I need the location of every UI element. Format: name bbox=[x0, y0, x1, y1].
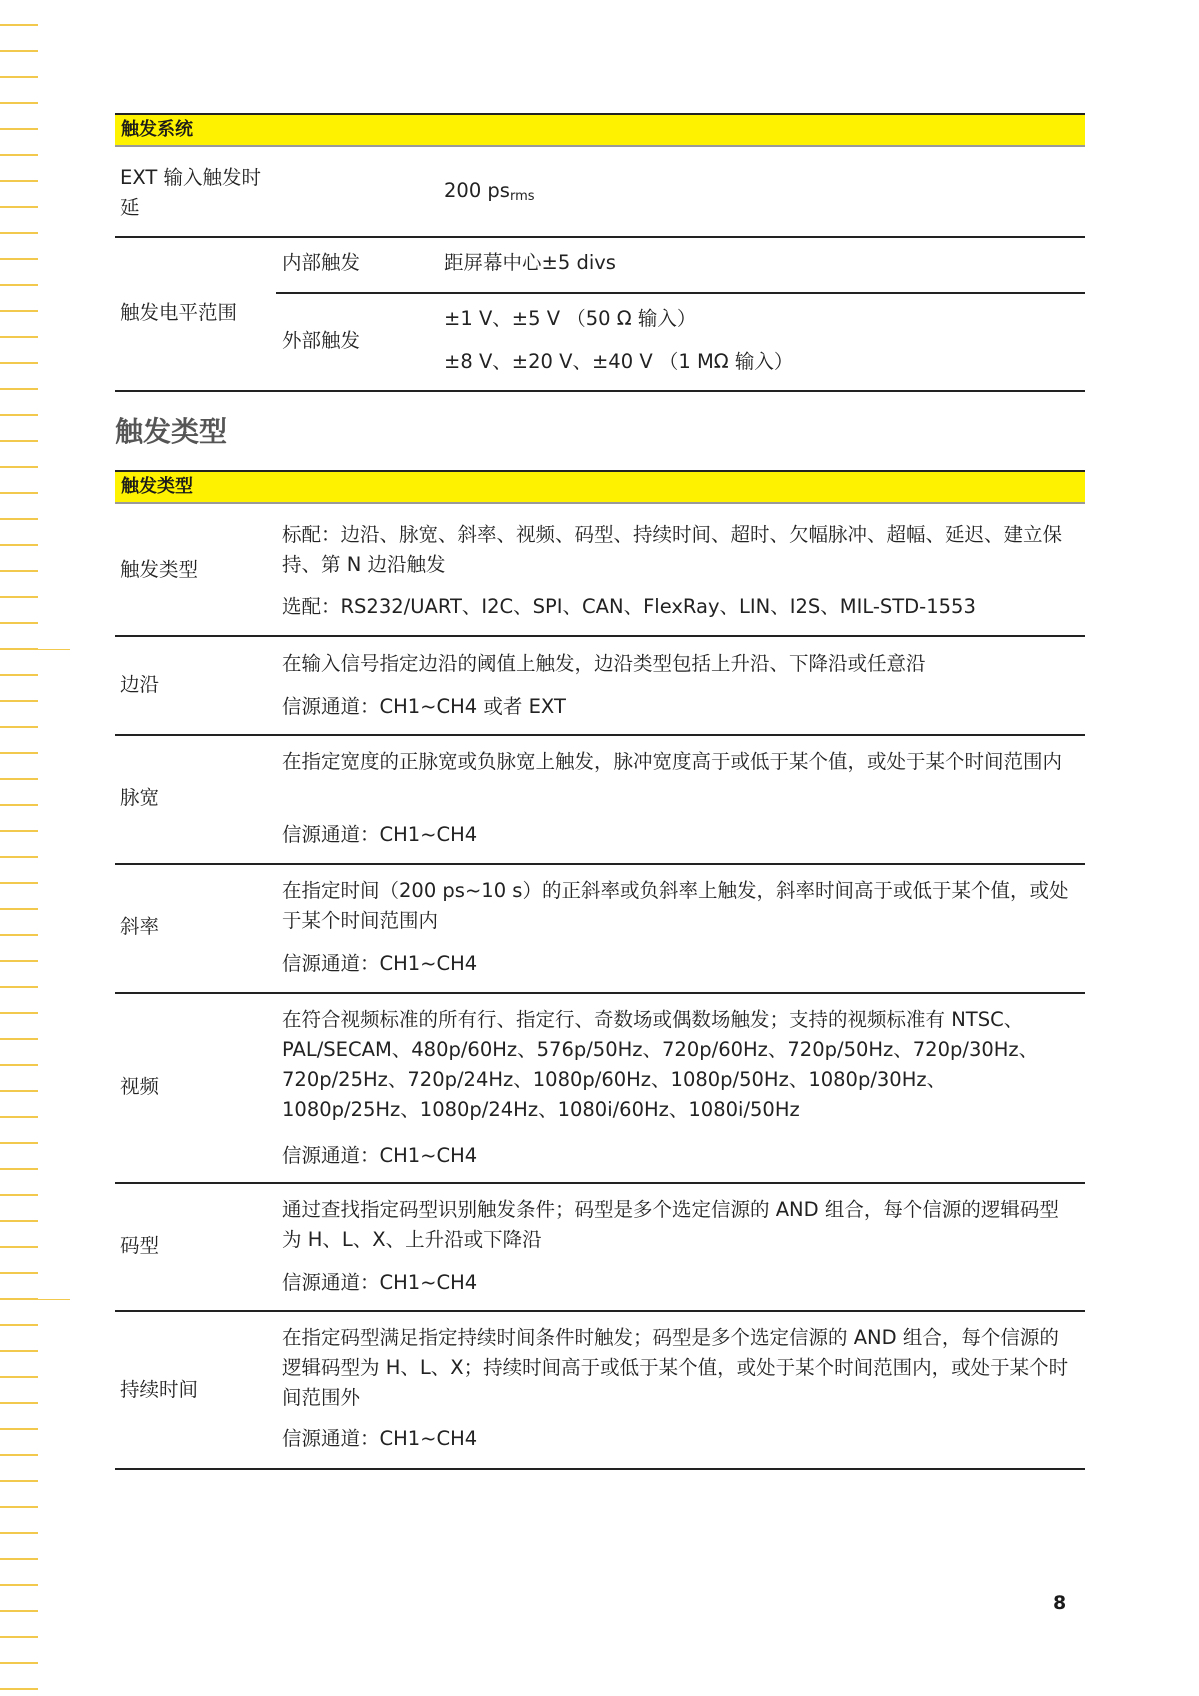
trigger-type-label: 持续时间 bbox=[120, 1378, 199, 1401]
section-end-rule bbox=[115, 390, 1085, 392]
internal-trigger-label: 内部触发 bbox=[282, 251, 361, 274]
row-divider bbox=[115, 1310, 1085, 1312]
row-divider bbox=[115, 992, 1085, 994]
margin-decoration bbox=[0, 0, 70, 1696]
signal-source-text: 信源通道：CH1~CH4 bbox=[282, 1271, 478, 1294]
trigger-description: 标配：边沿、脉宽、斜率、视频、码型、持续时间、超时、欠幅脉冲、超幅、延迟、建立保持、第 N 边沿触发 bbox=[282, 523, 1063, 576]
trigger-type-label: 斜率 bbox=[120, 915, 160, 938]
trigger-description: 选配：RS232/UART、I2C、SPI、CAN、FlexRay、LIN、I2S、MIL-STD-1553 bbox=[282, 595, 976, 618]
trigger-type-label: 码型 bbox=[120, 1234, 160, 1257]
section-title-trigger-types: 触发类型 bbox=[115, 470, 1085, 504]
ext-delay-label: EXT 输入触发时延 bbox=[120, 166, 261, 219]
row-divider bbox=[115, 1468, 1085, 1470]
row-divider bbox=[115, 734, 1085, 736]
external-trigger-value-2: ±8 V、±20 V、±40 V （1 MΩ 输入） bbox=[444, 350, 794, 373]
section-title-trigger-system: 触发系统 bbox=[115, 113, 1085, 147]
page-number: 8 bbox=[1053, 1592, 1067, 1614]
trigger-type-label: 边沿 bbox=[120, 673, 160, 696]
signal-source-text: 信源通道：CH1~CH4 bbox=[282, 952, 478, 975]
trigger-type-label: 触发类型 bbox=[120, 558, 199, 581]
row-divider bbox=[115, 635, 1085, 637]
trigger-description: 通过查找指定码型识别触发条件；码型是多个选定信源的 AND 组合，每个信源的逻辑码型为 H、L、X、上升沿或下降沿 bbox=[282, 1198, 1059, 1251]
signal-source-text: 信源通道：CH1~CH4 bbox=[282, 823, 478, 846]
signal-source-text: 信源通道：CH1~CH4 或者 EXT bbox=[282, 695, 566, 718]
signal-source-text: 信源通道：CH1~CH4 bbox=[282, 1144, 478, 1167]
trigger-type-label: 视频 bbox=[120, 1075, 160, 1098]
ext-delay-value: 200 $ps_{rms}$ bbox=[444, 179, 535, 204]
trigger-description: 在指定码型满足指定持续时间条件时触发；码型是多个选定信源的 AND 组合，每个信源的逻辑码型为 H、L、X；持续时间高于或低于某个值，或处于某个时间范围内，或处于某个时间范围外 bbox=[282, 1326, 1069, 1409]
trigger-description: 在指定时间（200 ps~10 s）的正斜率或负斜率上触发，斜率时间高于或低于某个值，或处于某个时间范围内 bbox=[282, 879, 1069, 932]
signal-source-text: 信源通道：CH1~CH4 bbox=[282, 1427, 478, 1450]
row-divider bbox=[115, 863, 1085, 865]
external-trigger-value-1: ±1 V、±5 V （50 Ω 输入） bbox=[444, 307, 697, 330]
trigger-description: 在指定宽度的正脉宽或负脉宽上触发，脉冲宽度高于或低于某个值，或处于某个时间范围内 bbox=[282, 750, 1063, 773]
external-trigger-label: 外部触发 bbox=[282, 329, 361, 352]
trigger-description: 在输入信号指定边沿的阈值上触发，边沿类型包括上升沿、下降沿或任意沿 bbox=[282, 652, 926, 675]
sub-row-divider bbox=[276, 292, 1085, 294]
row-divider bbox=[115, 236, 1085, 238]
page-heading: 触发类型 bbox=[115, 415, 228, 448]
internal-trigger-value: 距屏幕中心±5 divs bbox=[444, 251, 616, 274]
trigger-type-label: 脉宽 bbox=[120, 786, 160, 809]
trigger-description: 在符合视频标准的所有行、指定行、奇数场或偶数场触发；支持的视频标准有 NTSC、PAL/SECAM、480p/60Hz、576p/50Hz、720p/60Hz、720p/50Hz、720p/30Hz、720p/25Hz、720p/24Hz、1080p/60Hz、1080p/50Hz、1080p/30Hz、1080p/25Hz、1080p/24Hz、1080i/60Hz、1080i/50Hz bbox=[282, 1008, 1039, 1121]
level-range-label: 触发电平范围 bbox=[120, 301, 238, 324]
row-divider bbox=[115, 1182, 1085, 1184]
